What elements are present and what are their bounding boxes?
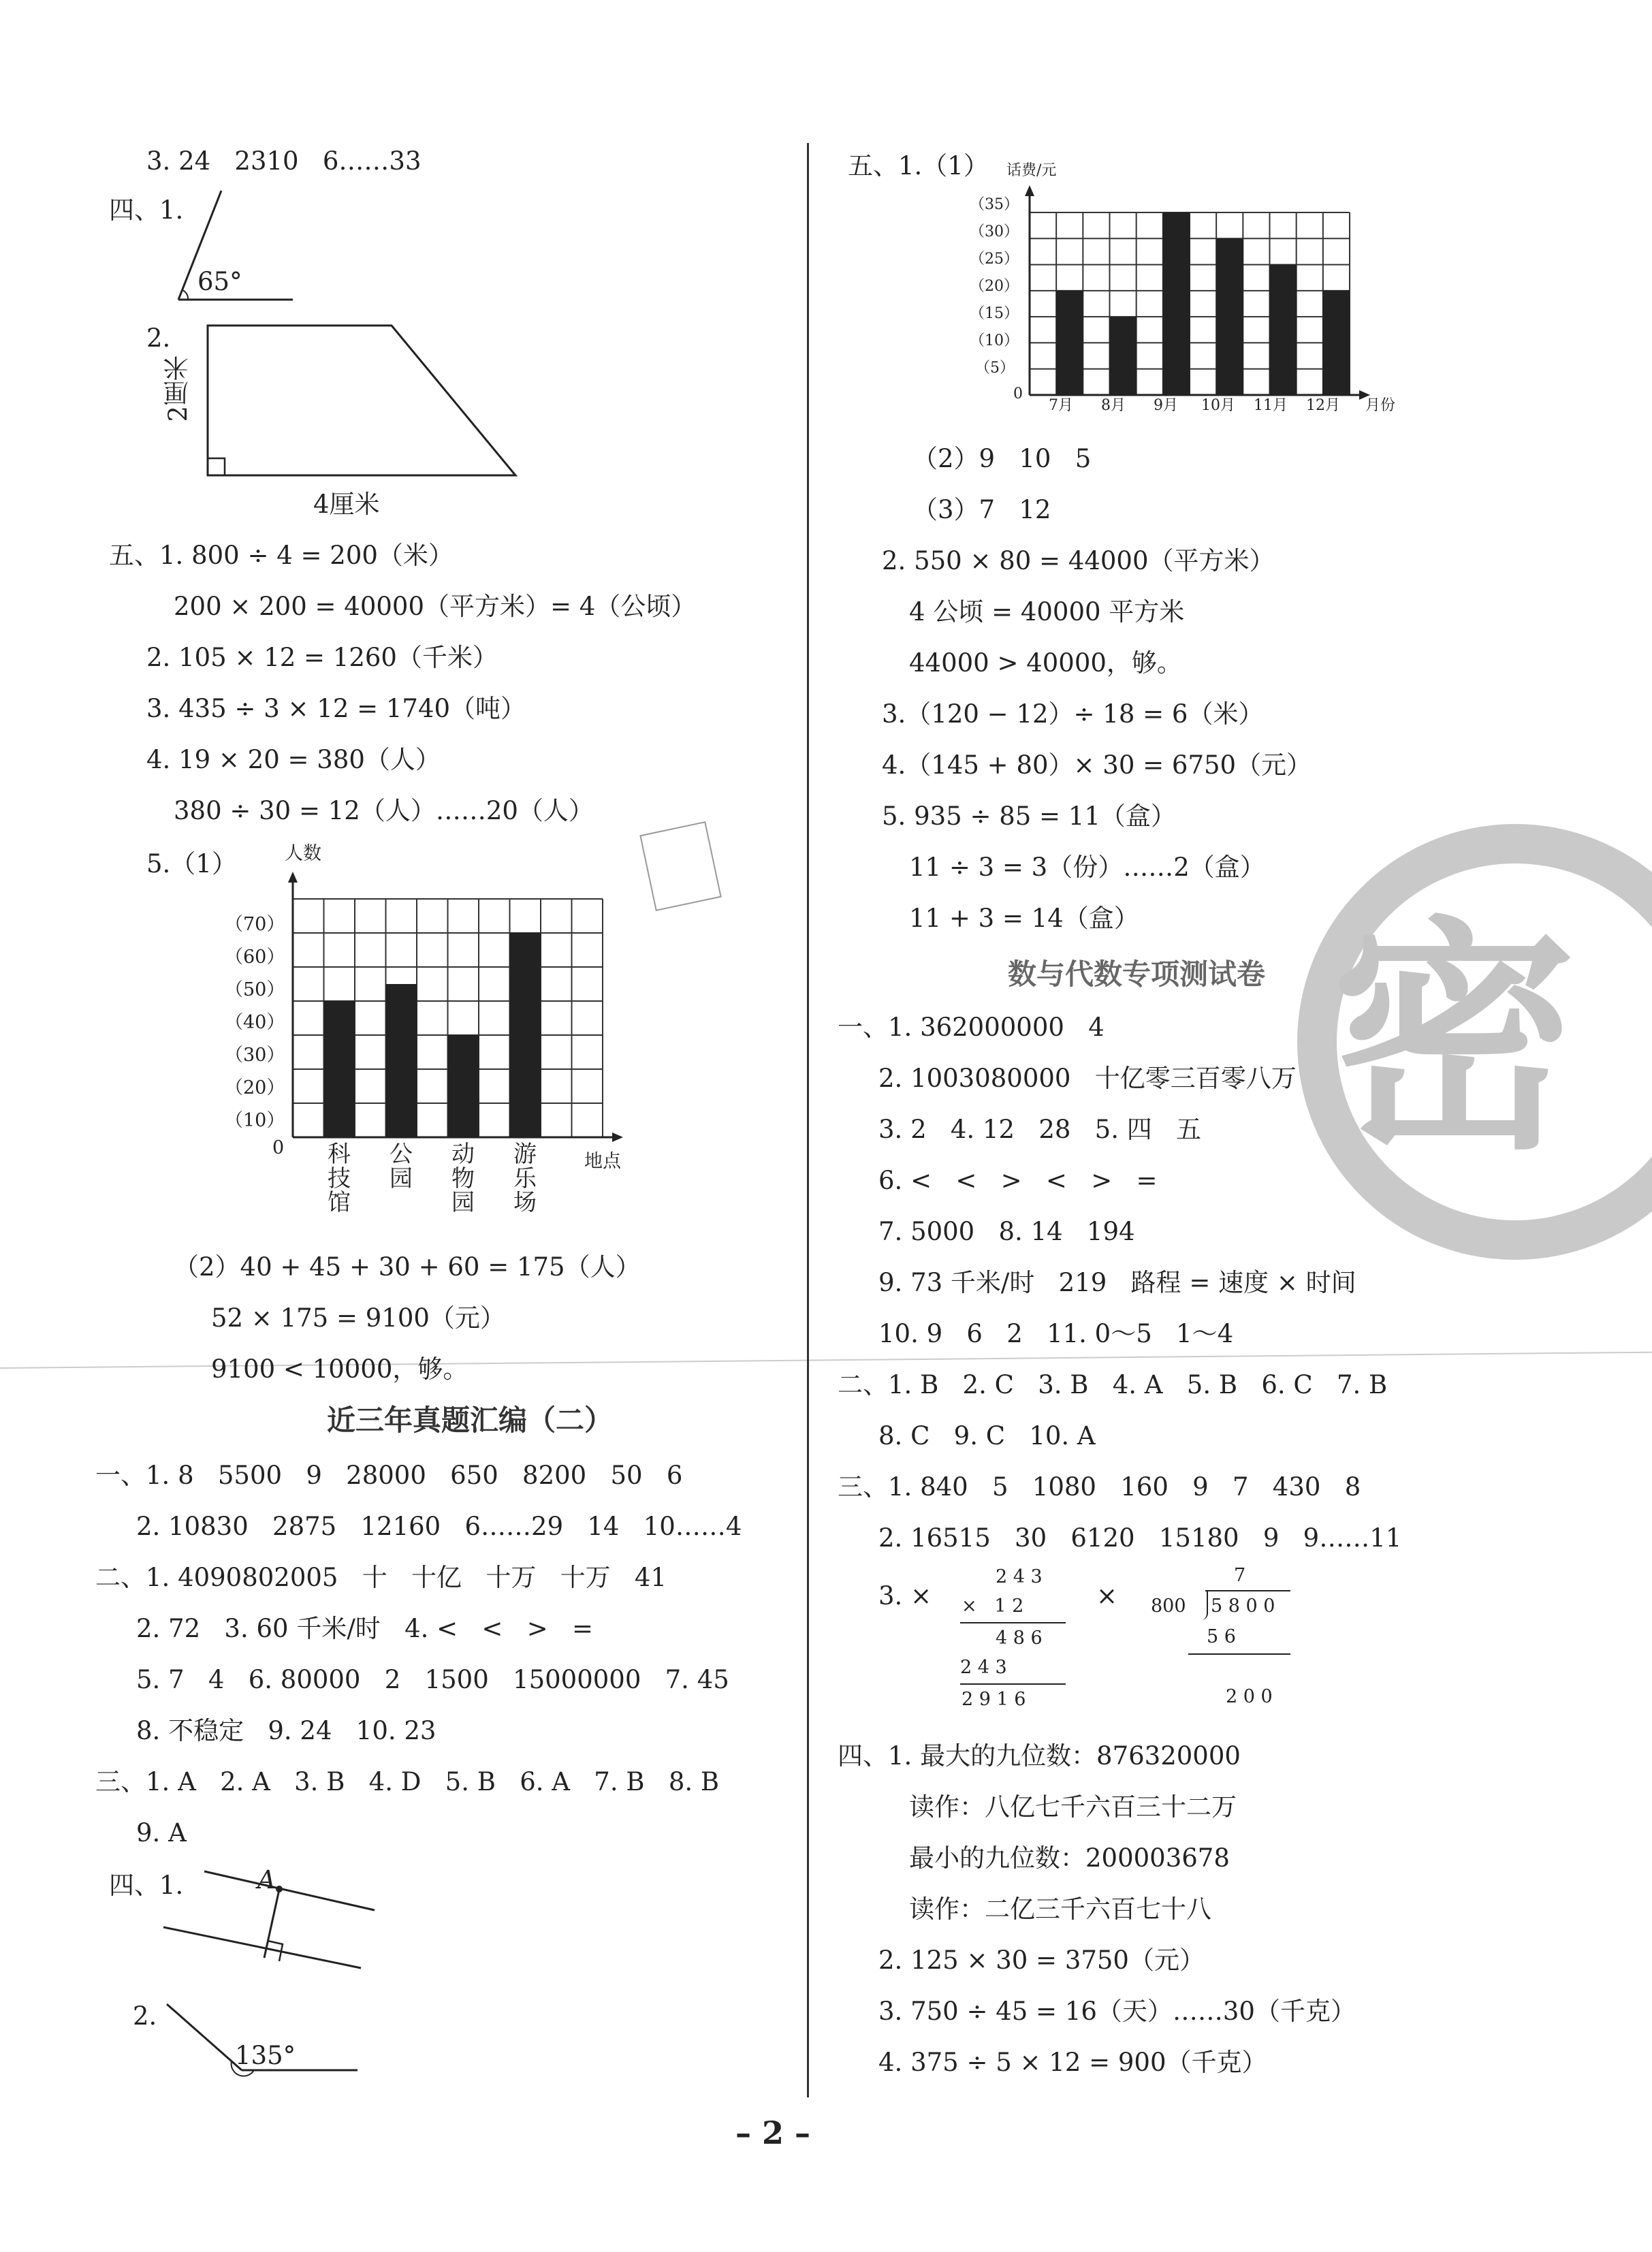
div-dividend: 5 8 0 0 [1211,1596,1275,1617]
answer-line: 4 公顷 = 40000 平方米 [909,597,1185,627]
chart1-ytick: （70） [225,914,285,935]
answer-line: 4. 375 ÷ 5 × 12 = 900（千克） [878,2048,1267,2077]
answer-line: 2. 10830 2875 12160 6……29 14 10……4 [136,1512,742,1541]
bar [1162,212,1190,395]
chart1-ylabel: 人数 [285,843,321,864]
answer-line: 3. 24 2310 6……33 [146,146,422,176]
bar [323,1001,355,1137]
answer-line: 三、1. 840 5 1080 160 9 7 430 8 [838,1472,1361,1502]
answer-line: 3.（120 − 12）÷ 18 = 6（米） [882,699,1264,729]
answer-line: 5.（1） [146,849,237,878]
chart2-ytick: （30） [970,223,1019,240]
figure-label: 2. [133,2001,157,2031]
watermark-glyph: 密 [1331,894,1576,1182]
answer-line: 最小的九位数：200003678 [909,1843,1230,1873]
answer-line: 380 ÷ 30 = 12（人）……20（人） [174,796,594,825]
answer-line: 3. 750 ÷ 45 = 16（天）……30（千克） [878,1997,1356,2026]
answer-line: 一、1. 362000000 4 [838,1013,1105,1042]
answer-line: 7. 5000 8. 14 194 [878,1217,1135,1246]
point-a-label: A [257,1865,276,1894]
bar [385,984,417,1137]
answer-line: 9. 73 千米/时 219 路程 = 速度 × 时间 [878,1268,1356,1297]
angle-135-label: 135° [235,2041,296,2070]
chart2-ytick: （20） [970,278,1019,295]
answer-line: 五、1. 800 ÷ 4 = 200（米） [109,541,454,570]
chart1-xlabel: 地点 [584,1151,621,1172]
chart2-zero: 0 [1013,385,1023,402]
answer-line: 2. 72 3. 60 千米/时 4. < < > = [136,1614,594,1643]
chart2-ylabel: 话费/元 [1006,162,1057,179]
chart2-category: 9月 [1154,397,1178,414]
section-label: 四、1. [109,195,184,225]
chart2-category: 8月 [1101,397,1126,414]
answer-line: 三、1. A 2. A 3. B 4. D 5. B 6. A 7. B 8. B [95,1767,720,1796]
bar [1056,291,1083,395]
chart1-category: 动物园 [451,1141,475,1217]
answer-line: 8. C 9. C 10. A [878,1421,1096,1450]
answer-line: 2. 125 × 30 = 3750（元） [878,1946,1205,1975]
trapezoid-figure [201,320,528,483]
bar [1109,317,1137,395]
x-axis-arrow [612,1132,623,1142]
y-axis-arrow [288,872,298,883]
section-title: 近三年真题汇编（二） [327,1403,614,1437]
answer-line: 一、1. 8 5500 9 28000 650 8200 50 6 [95,1461,683,1490]
chart2-category: 11月 [1254,397,1288,414]
answer-line: 11 + 3 = 14（盒） [909,904,1139,933]
answer-line: 44000 > 40000，够。 [909,648,1182,678]
answer-line: 6. < < > < > = [878,1166,1158,1195]
answer-line: 200 × 200 = 40000（平方米）= 4（公顷） [174,592,697,621]
chart1-ytick: （10） [225,1110,285,1131]
chart1-category: 公园 [390,1141,413,1192]
chart2-ytick: （10） [970,332,1019,349]
figure-label: 2. [146,323,171,353]
bar [509,933,541,1137]
answer-line: 3. 2 4. 12 28 5. 四 五 [878,1115,1202,1144]
section-title: 数与代数专项测试卷 [1008,957,1266,991]
answer-line: 读作：二亿三千六百七十八 [909,1894,1211,1924]
answer-line: 10. 9 6 2 11. 0～5 1～4 [878,1319,1234,1348]
answer-line: 2. 16515 30 6120 15180 9 9……11 [878,1523,1402,1553]
mult-row: × 1 2 [962,1596,1024,1617]
stamp-mark [639,821,722,911]
angle-65-label: 65° [197,267,242,296]
answer-line: 四、1. 最大的九位数：876320000 [838,1741,1241,1771]
chart2-category: 10月 [1201,397,1235,414]
chart2-category: 12月 [1306,397,1340,414]
chart2-ytick: （5） [975,360,1015,377]
page-number: – 2 – [735,2114,811,2151]
answer-line: 5. 7 4 6. 80000 2 1500 15000000 7. 45 [136,1665,729,1694]
trapezoid-base-label: 4厘米 [313,490,380,519]
answer-line: （3）7 12 [912,495,1051,524]
answer-line: 5. 935 ÷ 85 = 11（盒） [882,802,1176,831]
div-divisor: 800 [1151,1596,1186,1617]
answer-line: 9. A [136,1818,187,1847]
bar [1322,291,1350,395]
answer-line: （2）40 + 45 + 30 + 60 = 175（人） [174,1252,641,1282]
bar [1269,265,1297,395]
column-divider [807,143,809,2097]
div-quotient: 7 [1234,1565,1246,1586]
chart2-category: 7月 [1049,397,1073,414]
mult-row: 2 4 3 [960,1657,1007,1678]
answer-line: 2. 1003080000 十亿零三百零八万 [878,1064,1297,1093]
chart2-ytick: （15） [970,305,1019,322]
answer-line: 3. × [878,1581,932,1611]
answer-line: 五、1.（1） [848,151,989,180]
chart1-ytick: （40） [225,1012,285,1033]
answer-line: 4.（145 + 80）× 30 = 6750（元） [882,750,1312,780]
answer-line: 读作：八亿七千六百三十二万 [909,1792,1237,1822]
chart1-category: 科技馆 [328,1141,351,1217]
chart1-ytick: （50） [225,979,285,1000]
answer-line: 11 ÷ 3 = 3（份）……2（盒） [909,853,1265,882]
chart1-category: 游乐场 [513,1141,537,1217]
bar [1216,238,1243,395]
answer-line: 2. 105 × 12 = 1260（千米） [146,643,498,672]
answer-line: × [1096,1581,1118,1611]
section-label: 四、1. [109,1871,184,1900]
mult-row: 4 8 6 [996,1628,1043,1649]
y-axis-arrow [1025,185,1034,196]
chart2-ytick: （35） [970,196,1019,213]
div-remainder: 2 0 0 [1226,1686,1273,1707]
chart2-xlabel: 月份 [1365,397,1396,414]
answer-line: 8. 不稳定 9. 24 10. 23 [136,1716,436,1745]
answer-line: 3. 435 ÷ 3 × 12 = 1740（吨） [146,694,526,723]
chart1-zero: 0 [272,1137,285,1158]
mult-row: 2 9 1 6 [962,1689,1026,1710]
trapezoid-height-label: 2厘米 [163,355,193,422]
answer-line: 9100 < 10000，够。 [211,1354,468,1384]
answer-line: 二、1. B 2. C 3. B 4. A 5. B 6. C 7. B [838,1370,1388,1399]
answer-line: 二、1. 4090802005 十 十亿 十万 十万 41 [95,1563,667,1592]
chart1-ytick: （30） [225,1045,285,1066]
chart2-svg [0,0,7,7]
answer-line: 2. 550 × 80 = 44000（平方米） [882,546,1275,575]
bar [447,1035,479,1137]
chart2-ytick: （25） [970,251,1019,268]
chart1-ytick: （60） [225,947,285,968]
mult-row: 2 4 3 [996,1566,1043,1587]
chart1-ytick: （20） [225,1077,285,1098]
answer-line: 4. 19 × 20 = 380（人） [146,745,441,774]
answer-line: （2）9 10 5 [912,444,1092,473]
answer-line: 52 × 175 = 9100（元） [211,1303,505,1333]
div-product: 5 6 [1207,1626,1236,1647]
